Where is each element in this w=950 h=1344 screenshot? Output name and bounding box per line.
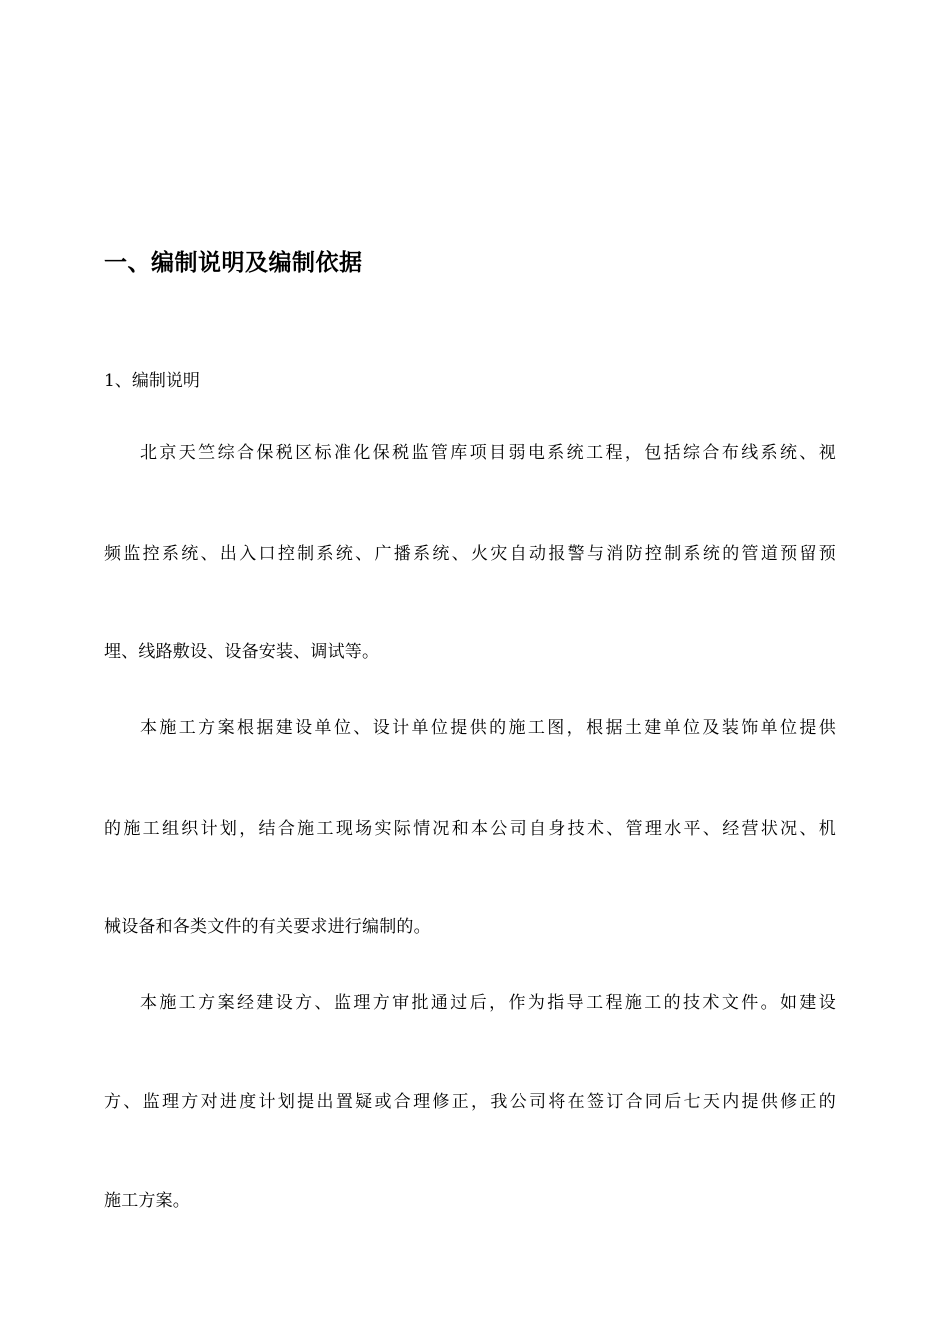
- paragraph-3-line-2: 方、监理方对进度计划提出置疑或合理修正，我公司将在签订合同后七天内提供修正的: [104, 1092, 836, 1112]
- paragraph-1-line-2: 频监控系统、出入口控制系统、广播系统、火灾自动报警与消防控制系统的管道预留预: [104, 544, 836, 564]
- paragraph-3-line-1: 本施工方案经建设方、监理方审批通过后，作为指导工程施工的技术文件。如建设: [140, 993, 836, 1013]
- paragraph-3-line-3: 施工方案。: [104, 1191, 190, 1211]
- paragraph-1-line-3: 埋、线路敷设、设备安装、调试等。: [104, 642, 380, 662]
- paragraph-2-line-2: 的施工组织计划，结合施工现场实际情况和本公司自身技术、管理水平、经营状况、机: [104, 819, 836, 839]
- paragraph-2-line-3: 械设备和各类文件的有关要求进行编制的。: [104, 917, 431, 937]
- section-heading: 一、编制说明及编制依据: [104, 249, 363, 276]
- paragraph-1-line-1: 北京天竺综合保税区标准化保税监管库项目弱电系统工程，包括综合布线系统、视: [140, 443, 836, 463]
- subsection-heading: 1、编制说明: [104, 371, 200, 391]
- paragraph-2-line-1: 本施工方案根据建设单位、设计单位提供的施工图，根据土建单位及装饰单位提供: [140, 718, 836, 738]
